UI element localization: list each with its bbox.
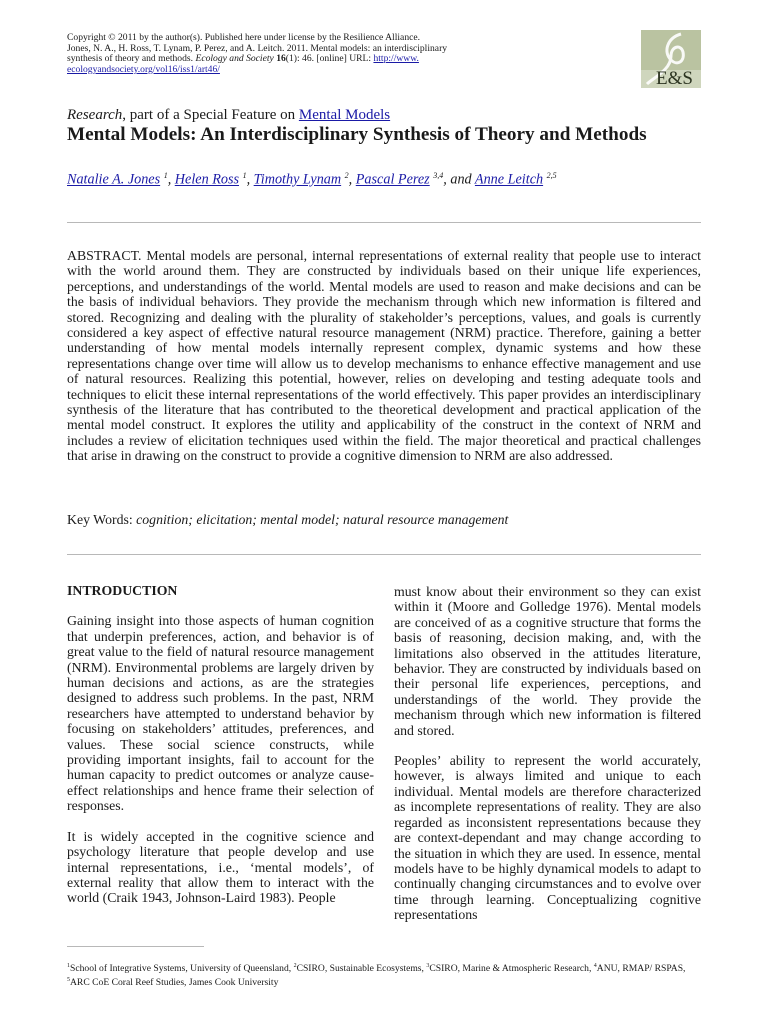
citation-block — [67, 33, 487, 75]
footnote-number: 5 — [67, 976, 70, 983]
body-column-right — [394, 584, 701, 938]
affiliation-marker: 1 — [163, 171, 168, 180]
paragraph: Peoples’ ability to represent the world accurately, however, is always limited and unique to each individual. Mental models are therefore characterized as incomplete representations of reality. They are also regarded as inconsistent representations because they are context-dependant and may change according to the situation in which they are used. In essence, mental models have to be highly dynamical models to adapt to continually changing circumstances and to evolve over time through learning. Conceptualizing cognitive representations — [394, 753, 701, 923]
citation-title: synthesis of theory and methods. — [67, 53, 194, 65]
article-url-link[interactable]: http://www. ecologyandsociety.org/vol16/iss1/art46/ — [67, 53, 419, 75]
keywords-label: Key Words: — [67, 512, 133, 527]
journal-logo — [641, 30, 701, 88]
author-link[interactable]: Timothy Lynam — [253, 171, 342, 188]
divider — [67, 554, 701, 555]
author-separator: , — [246, 171, 251, 188]
section-heading-introduction: INTRODUCTION — [67, 583, 178, 598]
citation-authors: Jones, N. A., H. Ross, T. Lynam, P. Perez, and A. Leitch. 2011. Mental models: an interdisciplinary — [67, 42, 448, 54]
section-connector: , part of a Special Feature on — [122, 107, 296, 123]
affiliation-text: CSIRO, Sustainable Ecosystems, — [296, 963, 424, 975]
copyright-text: Copyright © 2011 by the author(s). Published here under license by the Resilience Alliance. — [67, 32, 421, 43]
affiliation-text: CSIRO, Marine & Atmospheric Research, — [429, 963, 592, 975]
paragraph: It is widely accepted in the cognitive science and psychology literature that people develop and use internal representations, i.e., ‘mental models’, of external reality that allow them to interact with the world (Craik 1943, Johnson-Laird 1983). People — [67, 828, 374, 906]
affiliation-text: ARC CoE Coral Reef Studies, James Cook University — [70, 976, 279, 988]
article-title: Mental Models: An Interdisciplinary Synthesis of Theory and Methods — [67, 124, 647, 145]
affiliations-footnote — [67, 961, 707, 988]
special-feature-link[interactable]: Mental Models — [298, 107, 391, 123]
footnote-number: 2 — [293, 963, 297, 969]
author-link[interactable]: Natalie A. Jones — [67, 171, 161, 188]
section-type: Research — [67, 107, 123, 123]
journal-issue: (1): 46. [online] URL: — [285, 53, 372, 65]
journal-volume: 16 — [276, 53, 286, 65]
author-separator: , — [167, 171, 172, 188]
abstract: ABSTRACT. Mental models are personal, internal representations of external reality that people use to interact with the world around them. They are constructed by individuals based on their unique life experiences, perceptions, and understandings of the world. Mental models are used to reason and make decisions and can be the basis of individual behaviors. They provide the mechanism through which new information is filtered and stored. Recognizing and dealing with the plurality of stakeholder’s perceptions, values, and goals is currently considered a key aspect of effective natural resource management (NRM) practice. Therefore, gaining a better understanding of how mental models internally represent complex, dynamic systems and how these representations change over time will allow us to develop mechanisms to enhance effective management and use of natural resources. Realizing this potential, however, relies on developing and testing adequate tools and techniques to elicit these internal representations of the world effectively. This paper provides an interdisciplinary synthesis of the literature that has contributed to the theoretical development and practical application of the mental model construct. It explores the utility and applicability of the construct in the context of NRM and includes a review of elicitation techniques used within the field. The major theoretical and practical challenges that arise in drawing on the construct to provide a cognitive dimension to NRM are also addressed. — [67, 248, 701, 464]
author-separator: , — [348, 171, 353, 188]
footnote-divider — [67, 946, 204, 947]
affiliation-marker: 3,4 — [433, 171, 444, 180]
paragraph: Gaining insight into those aspects of human cognition that underpin preferences, action, and behavior is of great value to the field of natural resource management (NRM). Environmental problems are largely driven by human decisions and actions, as are the strategies designed to address such problems. In the past, NRM researchers have attempted to understand behavior by focusing on stakeholders’ attitudes, preferences, and values. These social science constructs, while providing important insights, fail to account for the human capacity to predict outcomes or analyze cause-effect relationships and hence frame their selection of responses. — [67, 613, 374, 814]
author-link[interactable]: Helen Ross — [174, 171, 240, 188]
footnote-number: 3 — [426, 963, 430, 969]
keywords-list: cognition; elicitation; mental model; natural resource management — [136, 512, 509, 527]
affiliation-text: School of Integrative Systems, University of Queensland, — [70, 963, 292, 975]
affiliation-marker: 2,5 — [546, 171, 557, 180]
author-link[interactable]: Pascal Perez — [355, 171, 430, 188]
divider — [67, 222, 701, 223]
footnote-number: 1 — [67, 963, 70, 969]
author-link[interactable]: Anne Leitch — [474, 171, 544, 188]
affiliation-marker: 2 — [344, 171, 349, 180]
author-separator: , and — [443, 171, 472, 188]
footnote-number: 4 — [593, 963, 597, 969]
section-line — [67, 107, 390, 124]
journal-name: Ecology and Society — [195, 53, 274, 65]
author-list — [67, 171, 557, 189]
es-logo-icon — [641, 30, 701, 88]
logo-text: E&S — [656, 68, 693, 88]
affiliation-text: ANU, RMAP/ RSPAS, — [596, 963, 686, 975]
affiliation-marker: 1 — [242, 171, 247, 180]
paragraph: must know about their environment so they can exist within it (Moore and Golledge 1976). Mental models are conceived of as a cognitive structure that forms the basis of reasoning, decision making, and, with the limitations also observed in the attitudes literature, behavior. They are constructed by individuals based on their personal life experiences, perceptions, and understandings of the world. They provide the mechanism through which new information is filtered and stored. — [394, 584, 701, 738]
body-column-left — [67, 583, 374, 921]
keywords — [67, 512, 508, 528]
